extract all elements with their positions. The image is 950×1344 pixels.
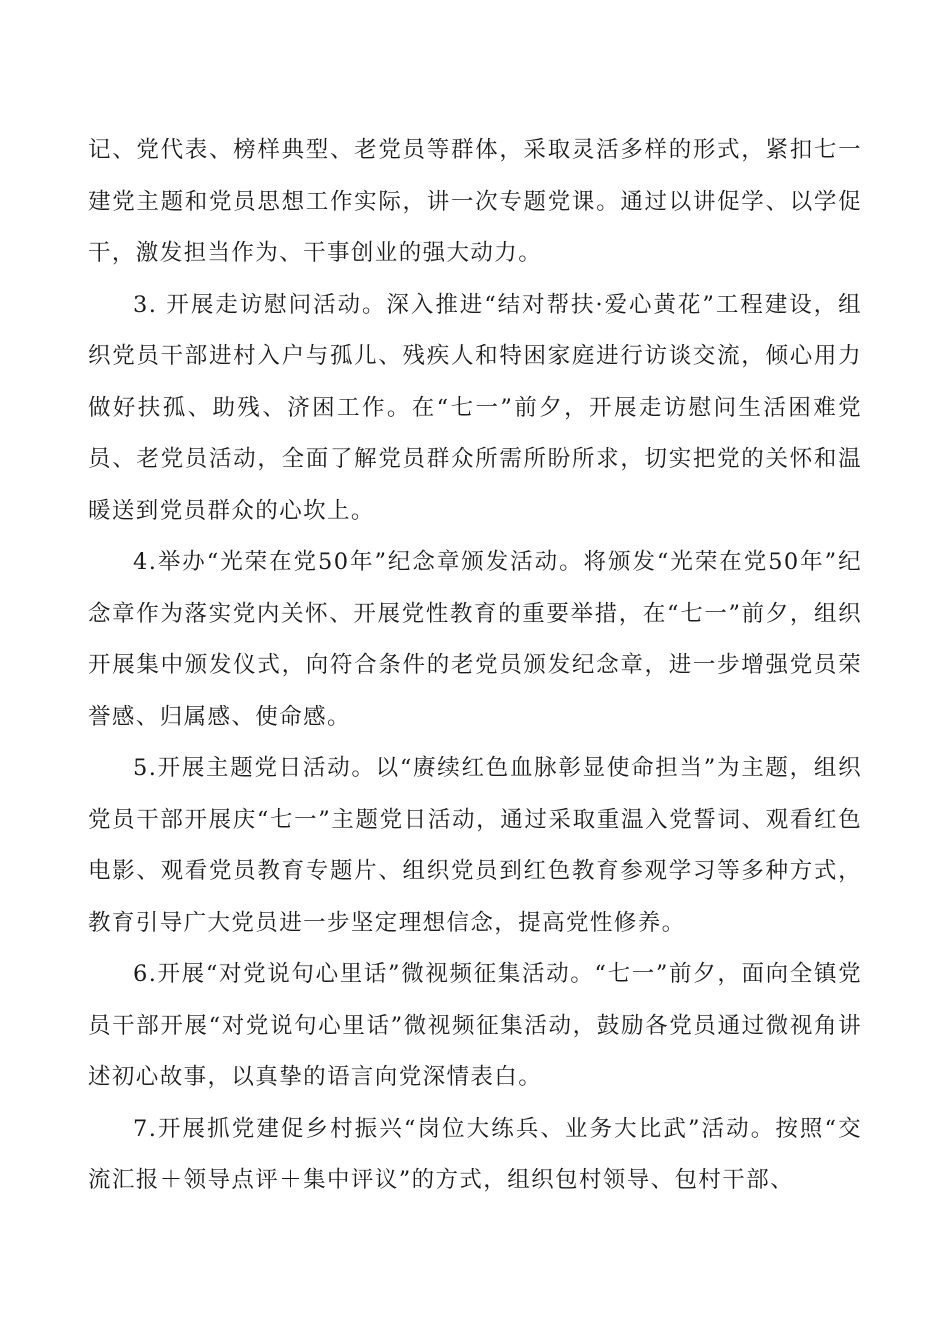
- paragraph-item-5: 5.开展主题党日活动。以“赓续红色血脉彰显使命担当”为主题，组织党员干部开展庆“七一”主题党日活动，通过采取重温入党誓词、观看红色电影、观看党员教育专题片、组织党员到红色教育参观学习等多种方式，教育引导广大党员进一步坚定理想信念，提高党性修养。: [88, 755, 862, 936]
- document-body: [88, 125, 862, 1207]
- paragraph-continued: 记、党代表、榜样典型、老党员等群体，采取灵活多样的形式，紧扣七一建党主题和党员思想工作实际，讲一次专题党课。通过以讲促学、以学促干，激发担当作为、干事创业的强大动力。: [88, 137, 862, 266]
- paragraph-item-6: 6.开展“对党说句心里话”微视频征集活动。“七一”前夕，面向全镇党员干部开展“对党说句心里话”微视频征集活动，鼓励各党员通过微视角讲述初心故事，以真挚的语言向党深情表白。: [88, 961, 862, 1090]
- paragraph-item-3: 3. 开展走访慰问活动。深入推进“结对帮扶·爱心黄花”工程建设，组织党员干部进村入户与孤儿、残疾人和特困家庭进行访谈交流，倾心用力做好扶孤、助残、济困工作。在“七一”前夕，开展走访慰问生活困难党员、老党员活动，全面了解党员群众所需所盼所求，切实把党的关怀和温暖送到党员群众的心坎上。: [88, 291, 862, 524]
- paragraph-item-4: 4.举办“光荣在党50年”纪念章颁发活动。将颁发“光荣在党50年”纪念章作为落实党内关怀、开展党性教育的重要举措，在“七一”前夕，组织开展集中颁发仪式，向符合条件的老党员颁发纪念章，进一步增强党员荣誉感、归属感、使命感。: [88, 549, 862, 730]
- paragraph-item-7: 7.开展抓党建促乡村振兴“岗位大练兵、业务大比武”活动。按照“交流汇报＋领导点评＋集中评议”的方式，组织包村领导、包村干部、: [88, 1115, 862, 1193]
